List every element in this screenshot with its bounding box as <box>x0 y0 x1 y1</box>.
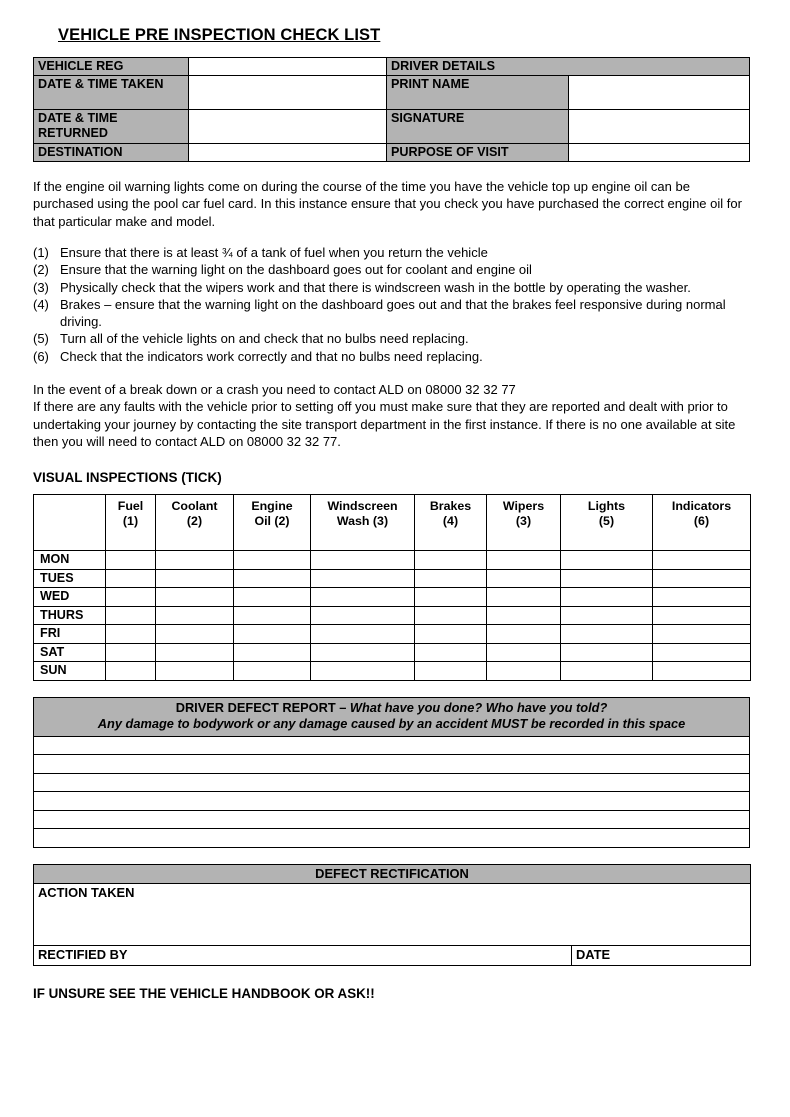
defect-report-input-line[interactable] <box>34 773 750 792</box>
field-date-time-returned[interactable] <box>189 110 387 144</box>
list-item-text: Ensure that there is at least ¾ of a tank of fuel when you return the vehicle <box>60 244 488 260</box>
table-row <box>34 773 750 792</box>
tick-cell-wed-engine-oil[interactable] <box>234 588 311 607</box>
label-destination: DESTINATION <box>34 144 189 162</box>
table-header-row <box>34 864 751 883</box>
list-item-number: (6) <box>33 348 49 364</box>
tick-cell-sun-engine-oil[interactable] <box>234 662 311 681</box>
table-row <box>34 110 750 144</box>
table-row <box>34 736 750 755</box>
date-label: DATE <box>576 946 611 962</box>
tick-cell-thurs-indicators[interactable] <box>653 606 751 625</box>
row-label-sat: SAT <box>34 643 106 662</box>
column-header-line2: (1) <box>122 514 139 529</box>
instructions-list <box>33 244 739 365</box>
tick-cell-tues-engine-oil[interactable] <box>234 569 311 588</box>
tick-cell-fri-indicators[interactable] <box>653 625 751 644</box>
tick-cell-sun-fuel[interactable] <box>106 662 156 681</box>
column-header-corner <box>34 495 106 551</box>
list-item <box>33 330 739 347</box>
row-label-thurs: THURS <box>34 606 106 625</box>
column-header-fuel <box>106 495 156 551</box>
list-item-text: Brakes – ensure that the warning light on the dashboard goes out and that the brakes feel responsive during normal driving. <box>60 296 726 330</box>
row-label-mon: MON <box>34 551 106 570</box>
list-item-text: Ensure that the warning light on the dashboard goes out for coolant and engine oil <box>60 262 532 278</box>
list-item <box>33 279 739 296</box>
rectification-header: DEFECT RECTIFICATION <box>34 864 751 883</box>
breakdown-line-1: In the event of a break down or a crash you need to contact ALD on 08000 32 32 77 <box>33 381 516 397</box>
table-row <box>34 662 751 681</box>
tick-cell-thurs-fuel[interactable] <box>106 606 156 625</box>
defect-report-input-line[interactable] <box>34 829 750 848</box>
tick-cell-sat-fuel[interactable] <box>106 643 156 662</box>
tick-cell-fri-lights[interactable] <box>561 625 653 644</box>
tick-cell-fri-engine-oil[interactable] <box>234 625 311 644</box>
row-label-wed: WED <box>34 588 106 607</box>
field-print-name[interactable] <box>568 76 750 110</box>
tick-cell-fri-fuel[interactable] <box>106 625 156 644</box>
table-row <box>34 755 750 774</box>
column-header-line1: Windscreen <box>327 499 398 514</box>
tick-cell-fri-coolant[interactable] <box>156 625 234 644</box>
footer-note: IF UNSURE SEE THE VEHICLE HANDBOOK OR ASK!! <box>33 985 375 1001</box>
label-signature: SIGNATURE <box>387 110 569 144</box>
rectified-date-field[interactable] <box>572 945 751 965</box>
list-item <box>33 261 739 278</box>
row-label-sun: SUN <box>34 662 106 681</box>
column-header-line1: Fuel <box>117 499 144 514</box>
list-item-number: (1) <box>33 244 49 260</box>
tick-cell-thurs-windscreen-wash[interactable] <box>311 606 415 625</box>
tick-cell-mon-wipers[interactable] <box>487 551 561 570</box>
tick-cell-wed-windscreen-wash[interactable] <box>311 588 415 607</box>
tick-cell-sat-brakes[interactable] <box>415 643 487 662</box>
table-row <box>34 551 751 570</box>
label-driver-details: DRIVER DETAILS <box>387 58 750 76</box>
column-header-windscreen-wash <box>311 495 415 551</box>
breakdown-line-2: If there are any faults with the vehicle prior to setting off you must make sure that they are reported and dealt with prior to undertaking your journey by contacting the site transport department in the first instance. If there is no one available at site then you will need to contact ALD on 08000 32 32 77. <box>33 399 736 449</box>
tick-cell-mon-engine-oil[interactable] <box>234 551 311 570</box>
tick-cell-wed-brakes[interactable] <box>415 588 487 607</box>
defect-report-input-line[interactable] <box>34 755 750 774</box>
table-row <box>34 792 750 811</box>
tick-cell-sat-coolant[interactable] <box>156 643 234 662</box>
list-item-number: (2) <box>33 262 49 278</box>
tick-cell-tues-indicators[interactable] <box>653 569 751 588</box>
table-row <box>34 144 750 162</box>
column-header-line1: Engine <box>251 499 293 514</box>
defect-report-title-italic: What have you done? Who have you told? <box>349 699 608 715</box>
tick-cell-sat-lights[interactable] <box>561 643 653 662</box>
tick-cell-sat-windscreen-wash[interactable] <box>311 643 415 662</box>
intro-paragraph: If the engine oil warning lights come on during the course of the time you have the vehicle top up engine oil can be purchased using the pool car fuel card. In this instance ensure that you check you have purchased the correct engine oil for that particular make and model. <box>33 179 742 229</box>
tick-cell-fri-brakes[interactable] <box>415 625 487 644</box>
rectified-by-field[interactable] <box>34 945 572 965</box>
tick-cell-sun-windscreen-wash[interactable] <box>311 662 415 681</box>
table-row <box>34 829 750 848</box>
column-header-coolant <box>156 495 234 551</box>
tick-cell-tues-windscreen-wash[interactable] <box>311 569 415 588</box>
tick-cell-sun-wipers[interactable] <box>487 662 561 681</box>
label-print-name: PRINT NAME <box>387 76 569 110</box>
table-row <box>34 76 750 110</box>
table-row <box>34 643 751 662</box>
table-row <box>34 883 751 945</box>
tick-cell-tues-fuel[interactable] <box>106 569 156 588</box>
tick-cell-thurs-wipers[interactable] <box>487 606 561 625</box>
tick-cell-tues-lights[interactable] <box>561 569 653 588</box>
tick-cell-mon-coolant[interactable] <box>156 551 234 570</box>
tick-cell-sun-lights[interactable] <box>561 662 653 681</box>
column-header-lights <box>561 495 653 551</box>
table-row <box>34 569 751 588</box>
list-item-number: (3) <box>33 279 49 295</box>
rectified-by-label: RECTIFIED BY <box>38 946 128 962</box>
tick-cell-mon-windscreen-wash[interactable] <box>311 551 415 570</box>
page-title: VEHICLE PRE INSPECTION CHECK LIST <box>58 26 381 44</box>
tick-cell-sun-brakes[interactable] <box>415 662 487 681</box>
label-vehicle-reg: VEHICLE REG <box>34 58 189 76</box>
visual-inspections-heading: VISUAL INSPECTIONS (TICK) <box>33 470 222 486</box>
column-header-wipers <box>487 495 561 551</box>
table-header-row <box>34 697 750 736</box>
table-row <box>34 58 750 76</box>
tick-cell-wed-lights[interactable] <box>561 588 653 607</box>
defect-report-input-line[interactable] <box>34 736 750 755</box>
list-item <box>33 348 739 365</box>
tick-cell-tues-brakes[interactable] <box>415 569 487 588</box>
driver-defect-report-table <box>33 697 750 848</box>
tick-cell-sat-indicators[interactable] <box>653 643 751 662</box>
tick-cell-wed-fuel[interactable] <box>106 588 156 607</box>
column-header-line1: Brakes <box>429 499 472 514</box>
row-label-fri: FRI <box>34 625 106 644</box>
column-header-line2: (4) <box>442 514 459 529</box>
defect-report-header <box>34 697 750 736</box>
tick-cell-mon-brakes[interactable] <box>415 551 487 570</box>
tick-cell-sun-indicators[interactable] <box>653 662 751 681</box>
column-header-line2: (5) <box>598 514 615 529</box>
table-header-row <box>34 495 751 551</box>
column-header-line1: Lights <box>587 499 626 514</box>
label-date-time-taken: DATE & TIME TAKEN <box>34 76 189 110</box>
list-item-number: (4) <box>33 296 49 312</box>
tick-cell-mon-fuel[interactable] <box>106 551 156 570</box>
tick-cell-tues-coolant[interactable] <box>156 569 234 588</box>
tick-cell-sun-coolant[interactable] <box>156 662 234 681</box>
defect-report-subtitle: Any damage to bodywork or any damage caused by an accident MUST be recorded in this space <box>97 716 686 732</box>
defect-report-input-line[interactable] <box>34 792 750 811</box>
tick-cell-wed-coolant[interactable] <box>156 588 234 607</box>
column-header-line2: (2) <box>186 514 203 529</box>
tick-cell-sat-wipers[interactable] <box>487 643 561 662</box>
list-item-text: Turn all of the vehicle lights on and check that no bulbs need replacing. <box>60 331 469 347</box>
table-row <box>34 945 751 965</box>
tick-cell-wed-indicators[interactable] <box>653 588 751 607</box>
document-page <box>33 0 750 1001</box>
column-header-brakes <box>415 495 487 551</box>
table-row <box>34 810 750 829</box>
field-vehicle-reg[interactable] <box>189 58 387 76</box>
column-header-line2: (6) <box>693 514 710 529</box>
field-purpose-of-visit[interactable] <box>568 144 750 162</box>
visual-inspections-table <box>33 494 751 681</box>
field-signature[interactable] <box>568 110 750 144</box>
label-purpose-of-visit: PURPOSE OF VISIT <box>387 144 569 162</box>
action-taken-label: ACTION TAKEN <box>38 884 135 900</box>
tick-cell-mon-indicators[interactable] <box>653 551 751 570</box>
column-header-line1: Wipers <box>502 499 545 514</box>
list-item <box>33 244 739 261</box>
tick-cell-sat-engine-oil[interactable] <box>234 643 311 662</box>
label-date-time-returned: DATE & TIME RETURNED <box>34 110 189 144</box>
list-item-text: Check that the indicators work correctly and that no bulbs need replacing. <box>60 348 483 364</box>
table-row <box>34 588 751 607</box>
tick-cell-thurs-brakes[interactable] <box>415 606 487 625</box>
table-row <box>34 625 751 644</box>
tick-cell-thurs-lights[interactable] <box>561 606 653 625</box>
defect-report-input-line[interactable] <box>34 810 750 829</box>
breakdown-paragraph <box>33 381 745 450</box>
tick-cell-fri-wipers[interactable] <box>487 625 561 644</box>
defect-report-title-line <box>40 700 743 717</box>
vehicle-driver-info-table <box>33 57 750 162</box>
field-date-time-taken[interactable] <box>189 76 387 110</box>
column-header-indicators <box>653 495 751 551</box>
column-header-line1: Coolant <box>171 499 218 514</box>
list-item-text: Physically check that the wipers work and that there is windscreen wash in the bottle by operating the washer. <box>60 279 691 295</box>
tick-cell-mon-lights[interactable] <box>561 551 653 570</box>
column-header-line2: (3) <box>515 514 532 529</box>
tick-cell-wed-wipers[interactable] <box>487 588 561 607</box>
list-item-number: (5) <box>33 331 49 347</box>
column-header-line2: Oil (2) <box>254 514 290 529</box>
field-destination[interactable] <box>189 144 387 162</box>
tick-cell-tues-wipers[interactable] <box>487 569 561 588</box>
column-header-line1: Indicators <box>671 499 732 514</box>
row-label-tues: TUES <box>34 569 106 588</box>
action-taken-field[interactable] <box>34 883 751 945</box>
column-header-engine-oil <box>234 495 311 551</box>
defect-report-title: DRIVER DEFECT REPORT – <box>175 699 350 715</box>
list-item <box>33 296 739 331</box>
tick-cell-fri-windscreen-wash[interactable] <box>311 625 415 644</box>
column-header-line2: Wash (3) <box>336 514 389 529</box>
table-row <box>34 606 751 625</box>
tick-cell-thurs-coolant[interactable] <box>156 606 234 625</box>
tick-cell-thurs-engine-oil[interactable] <box>234 606 311 625</box>
defect-rectification-table <box>33 864 751 966</box>
